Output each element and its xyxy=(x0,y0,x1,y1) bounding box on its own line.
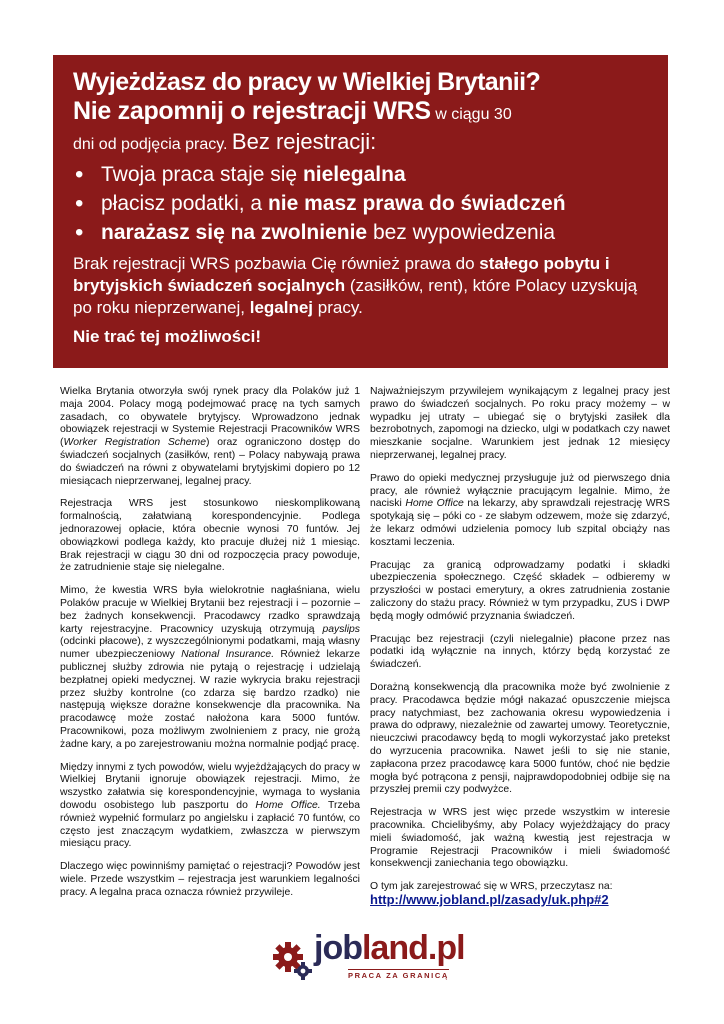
paragraph: O tym jak zarejestrować się w WRS, przeczytasz na: xyxy=(370,881,613,893)
paragraph: Pracując bez rejestracji (czyli nielegalnie) płacone przez nas podatki idą wyłącznie na innych, którzy będą korzystać ze świadczeń. xyxy=(370,633,670,671)
bullet-item: • Twoja praca staje się nielegalna xyxy=(73,160,654,189)
banner-subtitle-small: w ciągu 30 xyxy=(435,106,512,123)
banner-bullets xyxy=(73,160,654,247)
bullet-item: • narażasz się na zwolnienie bez wypowiedzenia xyxy=(73,218,654,247)
paragraph: Rejestracja WRS jest stosunkowo nieskomplikowaną formalnością, załatwianą korespondencyjnie. Podlega jednorazowej opłacie, która obecnie wynosi 70 funtów. Jej obowiązkowi podlega każdy, kto pracuje dłużej niż 1 miesiąc. Brak rejestracji w ciągu 30 dni od rozpoczęcia pracy powoduje, że zatrudnienie staje się nielegalne. xyxy=(60,498,360,574)
banner-paragraph: Brak rejestracji WRS pozbawia Cię również prawa do stałego pobytu i brytyjskich świadczeń socjalnych (zasiłków, rent), które Polacy uzyskują po roku nieprzerwanej, legalnej pracy. xyxy=(73,254,638,317)
jobland-logo xyxy=(270,929,465,987)
header-banner xyxy=(53,55,668,368)
paragraph: Prawo do opieki medycznej przysługuje już od pierwszego dnia pracy, ale również wyłącznie pracującym legalnie. Mimo, że naciski Home Office na lekarzy, aby sprawdzali rejestrację WRS spotykają się – póki co - ze słabym odzewem, może się zdarzyć, że lekarz odmówi udzielenia pomocy lub szpital obciąży nas kosztami leczenia. xyxy=(370,472,670,548)
paragraph: Dorażną konsekwencją dla pracownika może być zwolnienie z pracy. Pracodawca będzie mógł nakazać opuszczenie miejsca pracy natychmiast, bez zachowania okresu wypowiedzenia i prawa do odprawy, niezależnie od zawartej umowy. Teoretycznie, nieuczciwi pracodawcy będą to mogli wykorzystać jako pretekst do wyrzucenia pracownika. Nawet jeśli to się nie stanie, zapłacona przez pracodawcę kara 5000 funtów, choć nie będzie mogła być potrącona z pensji, najprawdopodobniej odbije się na przyszłej premii czy podwyżce. xyxy=(370,681,670,796)
paragraph: Rejestracja w WRS jest więc przede wszystkim w interesie pracownika. Chcielibyśmy, aby Polacy wyjeżdżający do pracy mieli świadomość, jak ważną kwestią jest rejestracja w Programie Rejestracji Pracowników i mieli świadomość konsekwencji zaniechania tego obowiązku. xyxy=(370,807,670,870)
banner-subtitle xyxy=(73,97,654,129)
banner-line3-small: dni od podjęcia pracy. xyxy=(73,136,228,153)
banner-title: Wyjeżdżasz do pracy w Wielkiej Brytanii? xyxy=(73,68,541,96)
wrs-info-link[interactable]: http://www.jobland.pl/zasady/uk.php#2 xyxy=(370,891,609,907)
banner-subtitle-big: Nie zapomnij o rejestracji WRS xyxy=(73,97,431,125)
banner-line3-big: Bez rejestracji: xyxy=(231,129,377,154)
left-column xyxy=(60,386,360,909)
gear-icon xyxy=(270,939,316,985)
bullet-item: • płacisz podatki, a nie masz prawa do świadczeń xyxy=(73,189,654,218)
right-column xyxy=(370,386,670,907)
paragraph: Wielka Brytania otworzyła swój rynek pracy dla Polaków już 1 maja 2004. Polacy mogą podejmować pracę na tych samych zasadach, co obywatele brytyjscy. Wprowadzono jednak obowiązek rejestracji w Systemie Rejestracji Pracowników WRS (Worker Registration Scheme) oraz ograniczono dostęp do świadczeń socjalnych (zasiłków, rent) – Polacy nabywają prawa do świadczeń na równi z obywatelami brytyjskimi dopiero po 12 miesiącach nieprzerwanej, legalnej pracy. xyxy=(60,386,360,487)
logo-tagline: PRACA ZA GRANICĄ xyxy=(348,971,449,980)
paragraph: Mimo, że kwestia WRS była wielokrotnie nagłaśniana, wielu Polaków pracuje w Wielkiej Brytanii bez rejestracji i – pozornie – bez żadnych konsekwencji. Pracodawcy rzadko sprawdzają karty rejestracyjne. Pracownicy uzyskują otrzymują payslips (odcinki płacowe), z wyszczególnionymi podatkami, mają własny numer ubezpieczeniowy National Insurance. Również lekarze publicznej służby zdrowia nie pytają o rejestrację i udzielają bezpłatnej opieki medycznej. W razie wykrycia braku rejestracji przez służby kontrolne (co zdarza się bardzo rzadko) nie następują większe dorażne konsekwencje dla pracownika. Na pracodawcę może zostać nałożona kara 5000 funtów. Pracownikowi, poza możliwym zwolnieniem z pracy, nie grożą żadne kary, a po zarejestrowaniu można normalnie podjąć pracę. xyxy=(60,585,361,750)
paragraph: Dlaczego więc powinniśmy pamiętać o rejestracji? Powodów jest wiele. Przede wszystkim – rejestracja jest warunkiem legalności pracy. A legalna praca oznacza również przywileje. xyxy=(60,861,360,898)
paragraph: Między innymi z tych powodów, wielu wyjeżdżających do pracy w Wielkiej Brytanii ignoruje obowiązek rejestracji. Mimo, że wszystko załatwia się korespondencyjnie, wymaga to wysłania dowodu osobistego lub paszportu do Home Office. Trzeba również wypełnić formularz po angielsku i zapłacić 70 funtów, co często jest znaczącym wydatkiem, zwłaszcza w pierwszym miesiącu pracy. xyxy=(60,761,360,850)
banner-line3 xyxy=(73,129,654,158)
paragraph: Pracując za granicą odprowadzamy podatki i składki ubezpieczenia społecznego. Część składek – odbieremy w przyszłości w postaci emerytury, a okres zatrudnienia zostanie zaliczony do stażu pracy. Również w tym przypadku, ZUS i DWP będą mogły odmówić przyznania świadczeń. xyxy=(370,559,670,622)
logo-wordmark: jobland.pl xyxy=(314,929,465,967)
banner-cta: Nie trać tej możliwości! xyxy=(73,327,261,346)
paragraph: Najważniejszym przywilejem wynikającym z legalnej pracy jest prawo do świadczeń socjalnych. Po roku pracy możemy – w wypadku jej utraty – ubiegać się o brytyjski zasiłek dla bezrobotnych, zapomogi na dziecko, ulgi w podatkach czy nawet mieszkanie socjalne. Warunkiem jest jednak 12 miesięcy nieprzerwanej, legalnej pracy. xyxy=(370,386,670,461)
